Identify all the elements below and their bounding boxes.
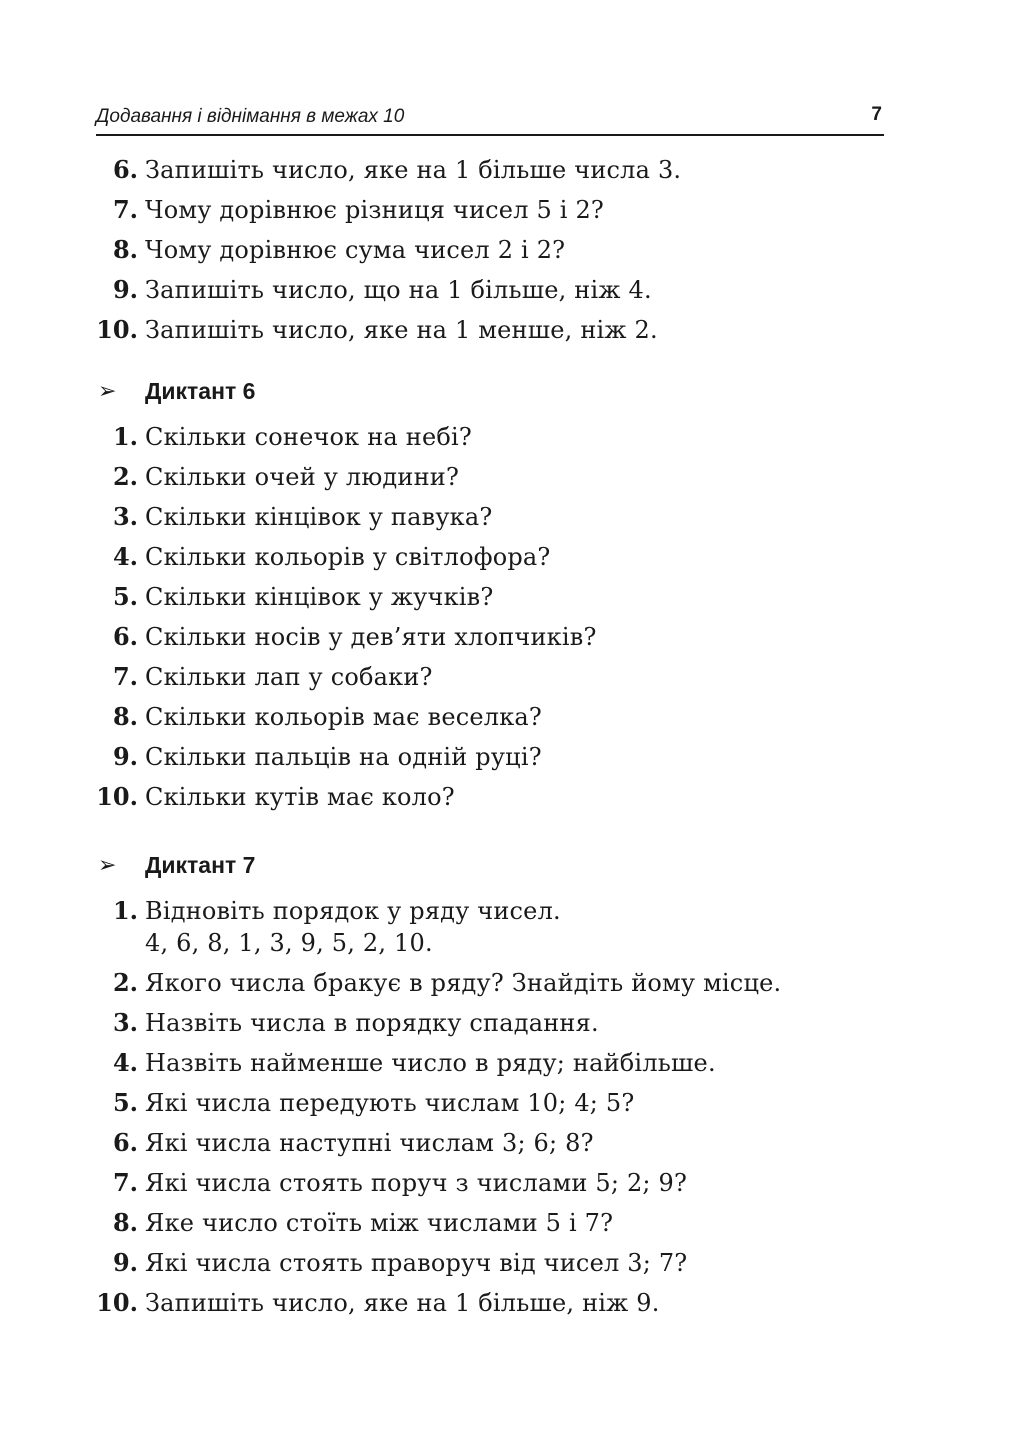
item-text: Які числа стоять праворуч від чисел 3; 7? <box>145 1249 688 1277</box>
section-heading-dictation-7 <box>98 845 255 885</box>
arrow-bullet-icon: ➢ <box>98 378 117 404</box>
list-item <box>96 577 597 617</box>
item-text: Скільки кутів має коло? <box>145 783 455 811</box>
item-number: 5. <box>112 1088 138 1117</box>
item-number: 9. <box>112 275 138 304</box>
list-item <box>96 497 597 537</box>
list-item <box>96 537 597 577</box>
item-number: 10. <box>96 1288 138 1317</box>
item-text: Скільки кінцівок у павука? <box>145 503 493 531</box>
item-number: 6. <box>112 155 138 184</box>
item-text: Скільки сонечок на небі? <box>145 423 472 451</box>
number-sequence: 4, 6, 8, 1, 3, 9, 5, 2, 10. <box>145 929 433 957</box>
item-number: 6. <box>112 1128 138 1157</box>
running-title: Додавання і віднімання в межах 10 <box>96 106 405 127</box>
list-item <box>96 1043 781 1083</box>
item-text-with-sequence <box>145 891 561 963</box>
section-title: Диктант 6 <box>145 377 256 404</box>
list-item <box>96 457 597 497</box>
item-text: Відновіть порядок у ряду чисел. <box>145 897 561 925</box>
item-number: 3. <box>112 1008 138 1037</box>
page-header <box>96 104 884 136</box>
item-text: Які числа наступні числам 3; 6; 8? <box>145 1129 594 1157</box>
item-number: 9. <box>112 1248 138 1277</box>
item-text: Скільки кінцівок у жучків? <box>145 583 494 611</box>
item-text: Скільки носів у дев’яти хлопчиків? <box>145 623 597 651</box>
item-number: 10. <box>96 782 138 811</box>
item-text: Які числа стоять поруч з числами 5; 2; 9? <box>145 1169 688 1197</box>
list-item <box>96 1283 781 1323</box>
item-number: 7. <box>112 195 138 224</box>
item-text: Назвіть найменше число в ряду; найбільше. <box>145 1049 716 1077</box>
list-item <box>96 310 681 350</box>
section-title: Диктант 7 <box>145 851 256 878</box>
item-text: Назвіть числа в порядку спадання. <box>145 1009 599 1037</box>
item-number: 4. <box>112 1048 138 1077</box>
section-heading-dictation-6 <box>98 371 255 411</box>
list-item <box>96 1243 781 1283</box>
list-item <box>96 617 597 657</box>
list-item <box>96 190 681 230</box>
item-text: Скільки пальців на одній руці? <box>145 743 542 771</box>
question-list-dictation-7 <box>96 891 781 1323</box>
item-text: Скільки кольорів має веселка? <box>145 703 542 731</box>
item-text: Скільки кольорів у світлофора? <box>145 543 551 571</box>
item-text: Скільки очей у людини? <box>145 463 460 491</box>
list-item <box>96 697 597 737</box>
item-number: 4. <box>112 542 138 571</box>
item-text: Чому дорівнює сума чисел 2 і 2? <box>145 236 566 264</box>
item-text: Скільки лап у собаки? <box>145 663 433 691</box>
list-item <box>96 657 597 697</box>
item-text: Чому дорівнює різниця чисел 5 і 2? <box>145 196 605 224</box>
item-number: 1. <box>112 422 138 451</box>
item-text: Якого числа бракує в ряду? Знайдіть йому місце. <box>145 969 782 997</box>
list-item <box>96 1003 781 1043</box>
list-item <box>96 1083 781 1123</box>
list-item <box>96 891 781 963</box>
item-number: 7. <box>112 1168 138 1197</box>
list-item <box>96 1123 781 1163</box>
item-text: Запишіть число, яке на 1 менше, ніж 2. <box>145 316 658 344</box>
item-text: Які числа передують числам 10; 4; 5? <box>145 1089 635 1117</box>
list-item <box>96 150 681 190</box>
page-number: 7 <box>871 104 882 125</box>
item-number: 6. <box>112 622 138 651</box>
arrow-bullet-icon: ➢ <box>98 852 117 878</box>
item-number: 2. <box>112 462 138 491</box>
item-number: 7. <box>112 662 138 691</box>
item-number: 8. <box>112 235 138 264</box>
list-item <box>96 230 681 270</box>
item-text: Запишіть число, що на 1 більше, ніж 4. <box>145 276 652 304</box>
question-list-continued <box>96 150 681 350</box>
list-item <box>96 417 597 457</box>
item-text: Запишіть число, яке на 1 більше числа 3. <box>145 156 682 184</box>
item-number: 1. <box>112 896 138 925</box>
list-item <box>96 963 781 1003</box>
item-number: 3. <box>112 502 138 531</box>
list-item <box>96 1163 781 1203</box>
item-number: 9. <box>112 742 138 771</box>
list-item <box>96 777 597 817</box>
item-number: 2. <box>112 968 138 997</box>
item-text: Запишіть число, яке на 1 більше, ніж 9. <box>145 1289 660 1317</box>
question-list-dictation-6 <box>96 417 597 817</box>
item-number: 8. <box>112 1208 138 1237</box>
item-number: 10. <box>96 315 138 344</box>
item-text: Яке число стоїть між числами 5 і 7? <box>145 1209 614 1237</box>
item-number: 5. <box>112 582 138 611</box>
list-item <box>96 270 681 310</box>
list-item <box>96 737 597 777</box>
item-number: 8. <box>112 702 138 731</box>
list-item <box>96 1203 781 1243</box>
